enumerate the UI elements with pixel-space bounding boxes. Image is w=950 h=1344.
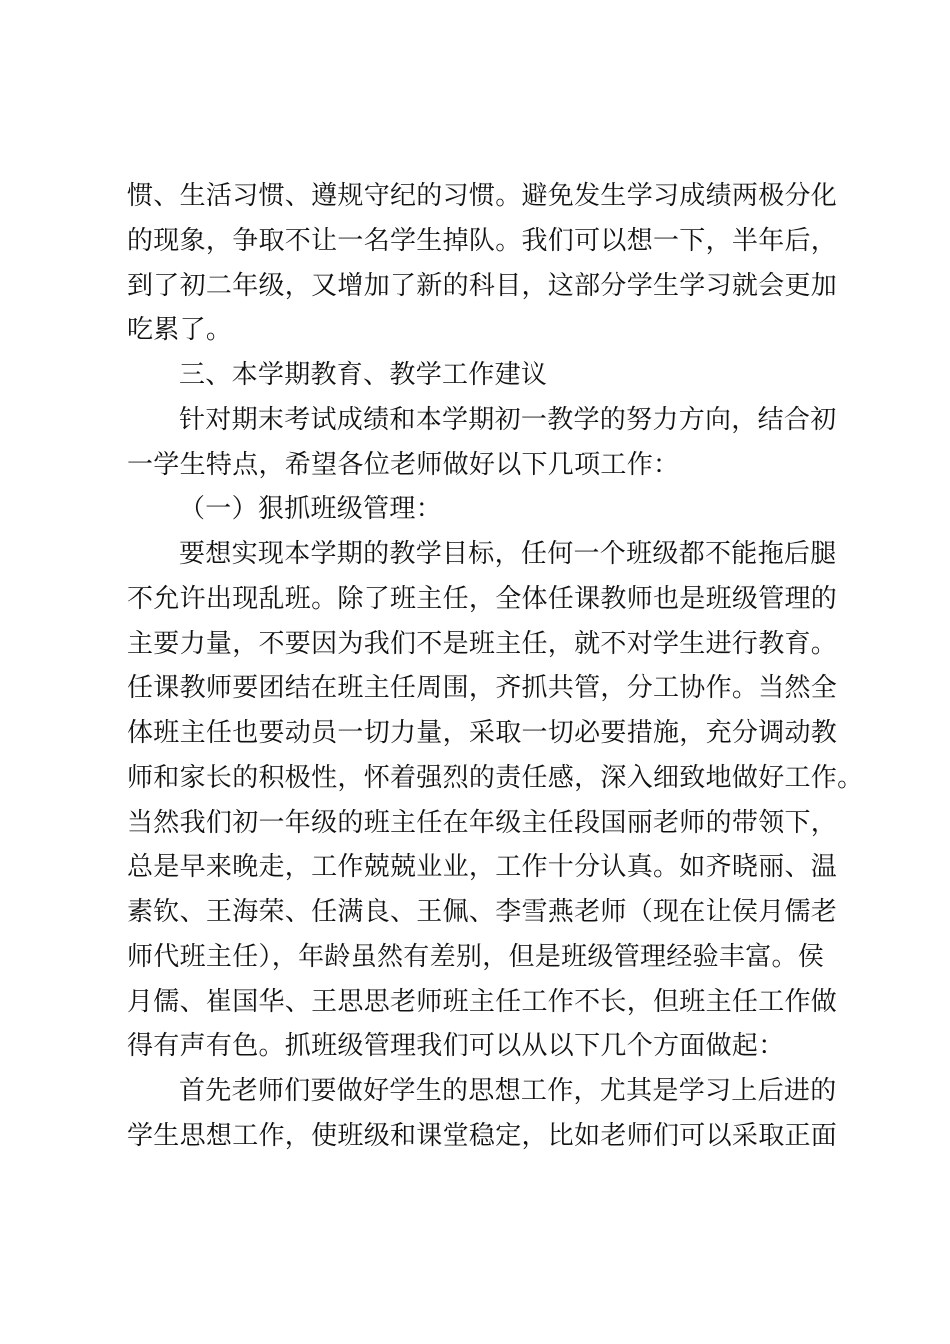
text-line: 主要力量，不要因为我们不是班主任，就不对学生进行教育。	[127, 628, 838, 659]
text-line: 吃累了。	[127, 315, 233, 346]
text-line: 惯、生活习惯、遵规守纪的习惯。避免发生学习成绩两极分化	[127, 181, 838, 211]
text-line: 得有声有色。抓班级管理我们可以从以下几个方面做起：	[127, 1031, 785, 1062]
text-line: 针对期末考试成绩和本学期初一教学的努力方向，结合初	[179, 404, 837, 435]
text-line: 任课教师要团结在班主任周围，齐抓共管，分工协作。当然全	[127, 673, 838, 704]
document-body	[127, 174, 864, 1159]
text-line: 学生思想工作，使班级和课堂稳定，比如老师们可以采取正面	[127, 1120, 838, 1151]
text-line: 三、本学期教育、教学工作建议	[179, 360, 548, 390]
text-line: 师和家长的积极性，怀着强烈的责任感，深入细致地做好工作。	[127, 762, 864, 793]
text-line: 不允许出现乱班。除了班主任，全体任课教师也是班级管理的	[127, 583, 838, 614]
text-line: 当然我们初一年级的班主任在年级主任段国丽老师的带领下，	[127, 807, 838, 838]
text-line: 一学生特点，希望各位老师做好以下几项工作：	[127, 449, 680, 480]
text-line: 要想实现本学期的教学目标，任何一个班级都不能拖后腿	[179, 539, 837, 569]
text-line: 首先老师们要做好学生的思想工作，尤其是学习上后进的	[179, 1076, 837, 1106]
text-line: 月儒、崔国华、王思思老师班主任工作不长，但班主任工作做	[127, 986, 838, 1017]
text-line: 总是早来晚走，工作兢兢业业，工作十分认真。如齐晓丽、温	[127, 852, 838, 883]
text-line: 体班主任也要动员一切力量，采取一切必要措施，充分调动教	[127, 718, 838, 748]
text-line: 师代班主任），年龄虽然有差别，但是班级管理经验丰富。侯	[127, 941, 825, 972]
text-line: 素钦、王海荣、任满良、王佩、李雪燕老师（现在让侯月儒老	[127, 897, 838, 927]
text-line: （一）狠抓班级管理：	[179, 494, 443, 525]
text-line: 的现象，争取不让一名学生掉队。我们可以想一下，半年后，	[127, 225, 838, 256]
text-line: 到了初二年级，又增加了新的科目，这部分学生学习就会更加	[127, 270, 838, 301]
